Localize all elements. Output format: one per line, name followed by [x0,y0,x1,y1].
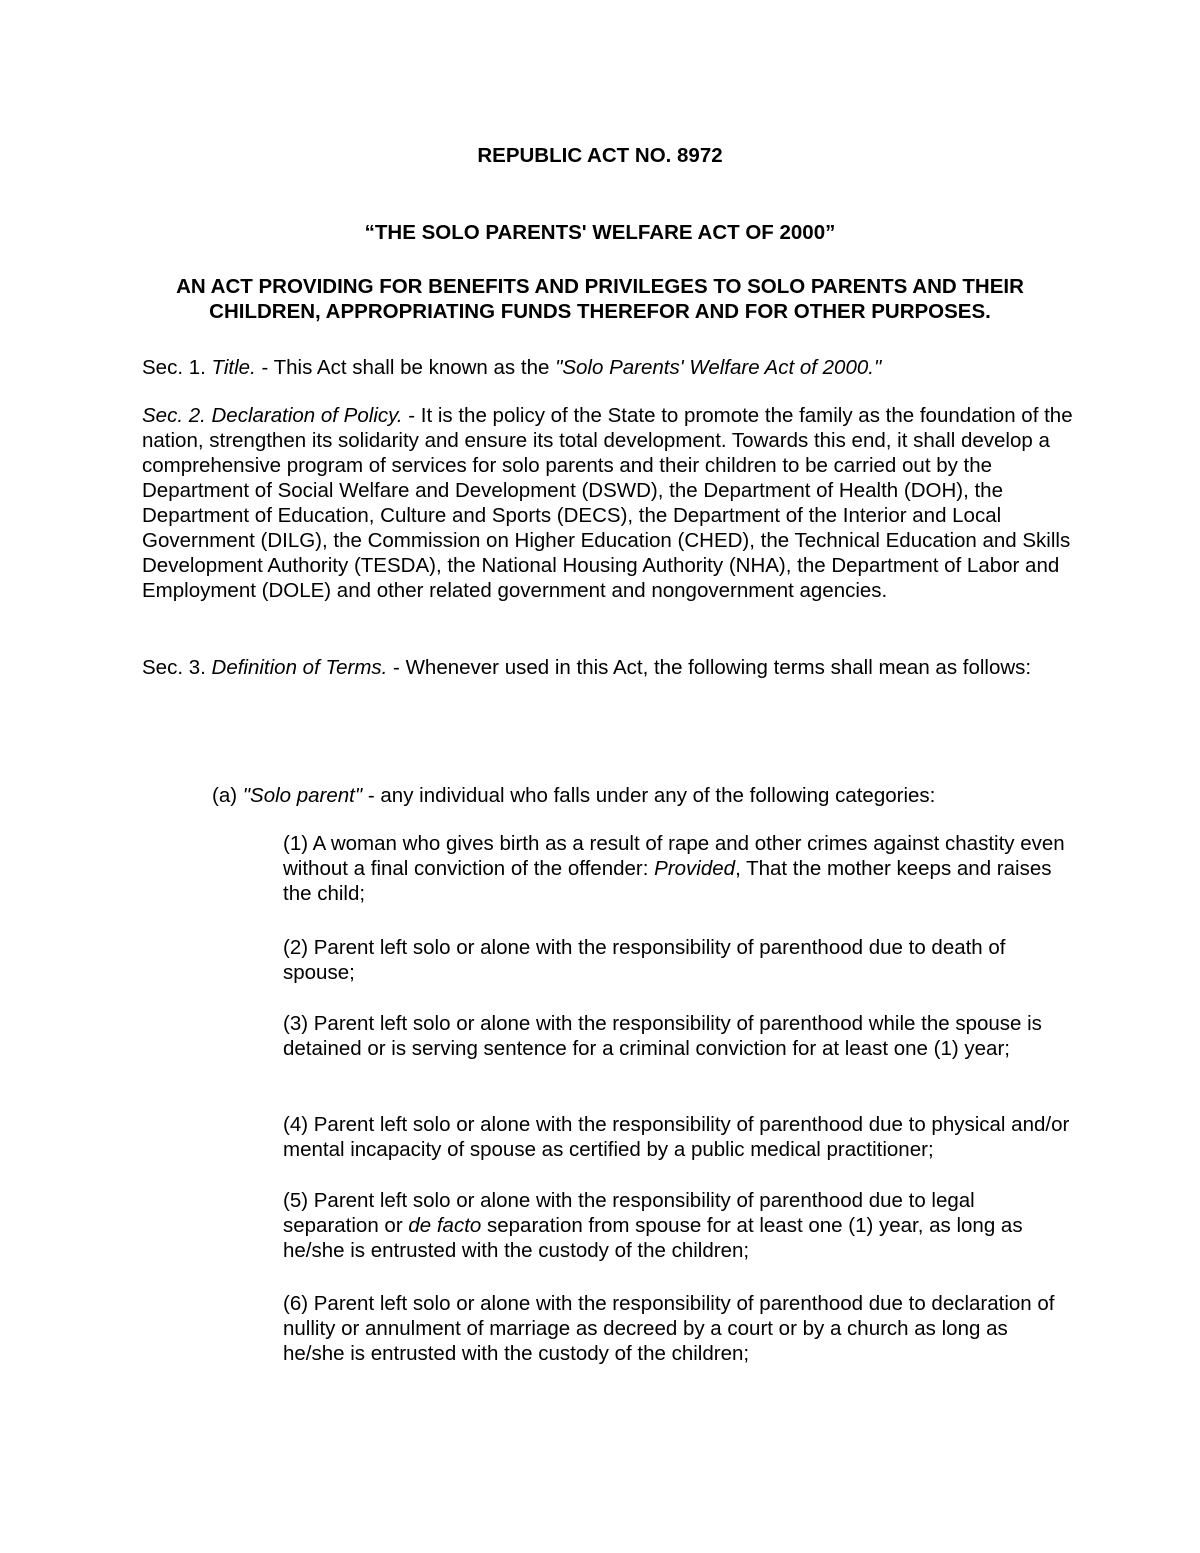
category-1-text-end: , That the mother keeps and raises the child; [283,857,1052,905]
long-title-line-2: CHILDREN, APPROPRIATING FUNDS THEREFOR AND FOR OTHER PURPOSES. [209,300,991,323]
short-title: “THE SOLO PARENTS' WELFARE ACT OF 2000” [364,221,836,244]
category-5-text: (5) Parent left solo or alone with the responsibility of parenthood due to legal separation or [283,1189,975,1237]
section-3-prefix: Sec. 3. [142,656,212,679]
category-5-de-facto: de facto [408,1214,482,1237]
section-1-prefix: Sec. 1. [142,356,212,379]
category-5-text-end: separation from spouse for at least one (1) year, as long as he/she is entrusted with the custody of the children; [283,1214,1023,1262]
section-1 [142,355,1082,380]
section-2-label: Sec. 2. Declaration of Policy. [142,404,403,427]
category-1-provided: Provided [654,857,736,880]
category-6: (6) Parent left solo or alone with the responsibility of parenthood due to declaration of nullity or annulment of marriage as decreed by a court or by a church as long as he/she is entrusted with the custody of the children; [283,1292,1055,1365]
category-4: (4) Parent left solo or alone with the responsibility of parenthood due to physical and/or mental incapacity of spouse as certified by a public medical practitioner; [283,1113,1070,1161]
category-2: (2) Parent left solo or alone with the responsibility of parenthood due to death of spouse; [283,936,1006,984]
category-5 [283,1188,1073,1263]
section-1-label: Title. [211,356,256,379]
section-3-text: - Whenever used in this Act, the following terms shall mean as follows: [387,656,1032,679]
item-a-prefix: (a) [212,784,243,807]
section-3-label: Definition of Terms. [211,656,388,679]
category-3: (3) Parent left solo or alone with the responsibility of parenthood while the spouse is detained or is serving sentence for a criminal conviction for at least one (1) year; [283,1012,1042,1060]
section-2-text: - It is the policy of the State to promote the family as the foundation of the nation, strengthen its solidarity and ensure its total development. Towards this end, it shall develop a comprehensive program of services for solo parents and their children to be carried out by the Department of Social Welfare and Development (DSWD), the Department of Health (DOH), the Department of Education, Culture and Sports (DECS), the Department of the Interior and Local Government (DILG), the Commission on Higher Education (CHED), the Technical Education and Skills Development Authority (TESDA), the National Housing Authority (NHA), the Department of Labor and Employment (DOLE) and other related government and nongovernment agencies. [142,404,1073,602]
category-1 [283,831,1073,906]
section-3 [142,655,1082,680]
long-title-line-1: AN ACT PROVIDING FOR BENEFITS AND PRIVILEGES TO SOLO PARENTS AND THEIR [176,275,1024,298]
category-1-text: (1) A woman who gives birth as a result of rape and other crimes against chastity even without a final conviction of the offender: [283,832,1065,880]
act-number: REPUBLIC ACT NO. 8972 [477,144,723,167]
item-a-term: "Solo parent" [242,784,363,807]
section-1-quote: "Solo Parents' Welfare Act of 2000." [555,356,882,379]
section-1-text: - This Act shall be known as the [255,356,556,379]
definition-solo-parent [212,783,1072,808]
item-a-text: - any individual who falls under any of the following categories: [362,784,936,807]
section-2 [142,403,1082,603]
